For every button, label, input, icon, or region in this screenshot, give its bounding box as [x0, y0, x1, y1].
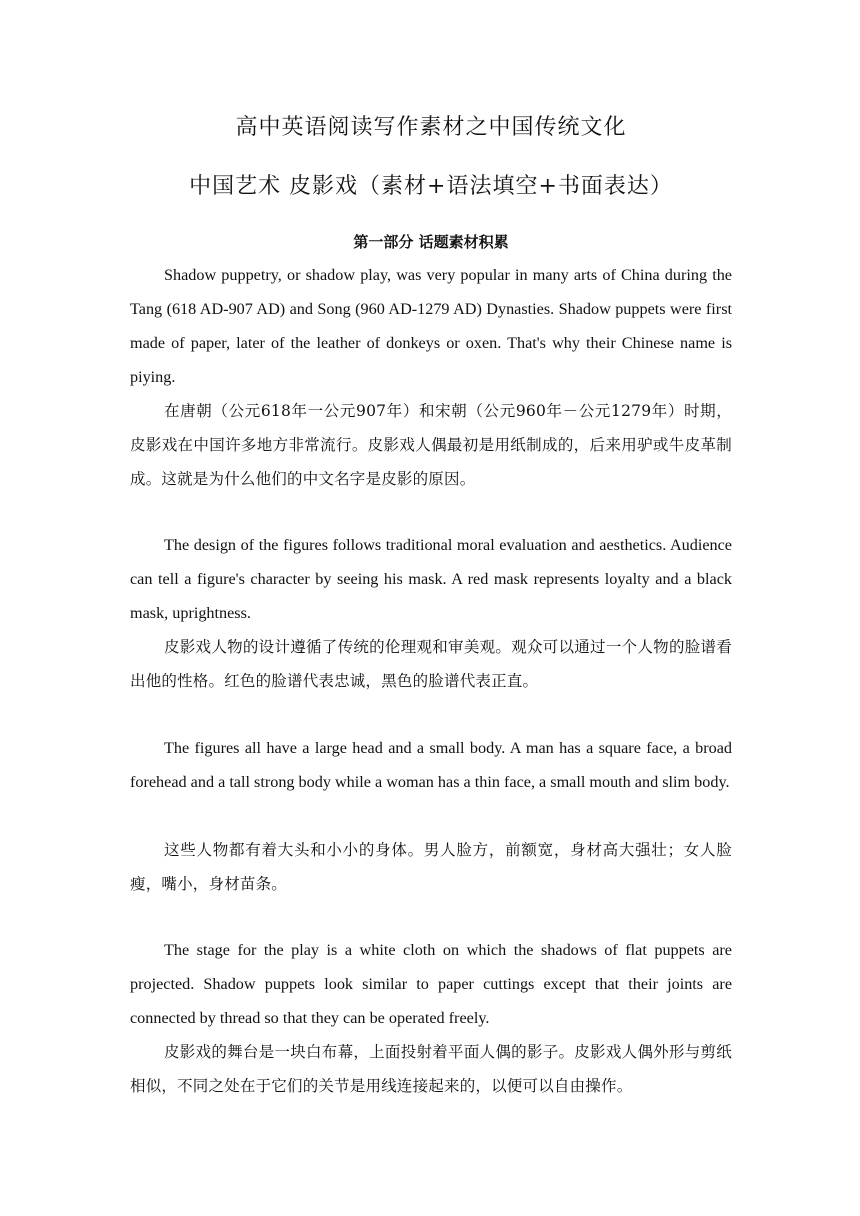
paragraph-1-english: Shadow puppetry, or shadow play, was very popular in many arts of China during the Tang (618 AD-907 AD) and Song (960 AD-1279 AD) Dynasties. Shadow puppets were first made of paper, later of the leather of donkeys or oxen. That's why their Chinese name is piying.: [130, 266, 732, 386]
document-title: 高中英语阅读写作素材之中国传统文化: [235, 115, 627, 140]
paragraph-3-english: The figures all have a large head and a small body. A man has a square face, a broad forehead and a tall strong body while a woman has a thin face, a small mouth and slim body.: [130, 739, 732, 791]
document-subtitle: 中国艺术 皮影戏（素材+语法填空+书面表达）: [189, 174, 673, 199]
paragraph-2-chinese: 皮影戏人物的设计遵循了传统的伦理观和审美观。观众可以通过一个人物的脸谱看出他的性格。红色的脸谱代表忠诚，黑色的脸谱代表正直。: [130, 638, 732, 690]
paragraph-4-english: The stage for the play is a white cloth on which the shadows of flat puppets are projected. Shadow puppets look similar to paper cuttings except that their joints are connected by thread so that they can be operated freely.: [130, 941, 732, 1027]
paragraph-3-chinese: 这些人物都有着大头和小小的身体。男人脸方，前额宽，身材高大强壮；女人脸瘦，嘴小，身材苗条。: [130, 841, 732, 893]
section-heading: 第一部分 话题素材积累: [353, 233, 509, 251]
paragraph-4-chinese: 皮影戏的舞台是一块白布幕，上面投射着平面人偶的影子。皮影戏人偶外形与剪纸相似，不同之处在于它们的关节是用线连接起来的，以便可以自由操作。: [130, 1043, 732, 1095]
paragraph-1-chinese: 在唐朝（公元618年一公元907年）和宋朝（公元960年－公元1279年）时期，皮影戏在中国许多地方非常流行。皮影戏人偶最初是用纸制成的，后来用驴或牛皮革制成。这就是为什么他们的中文名字是皮影的原因。: [130, 402, 732, 488]
paragraph-2-english: The design of the figures follows traditional moral evaluation and aesthetics. Audience can tell a figure's character by seeing his mask. A red mask represents loyalty and a black mask, uprightness.: [130, 536, 732, 622]
